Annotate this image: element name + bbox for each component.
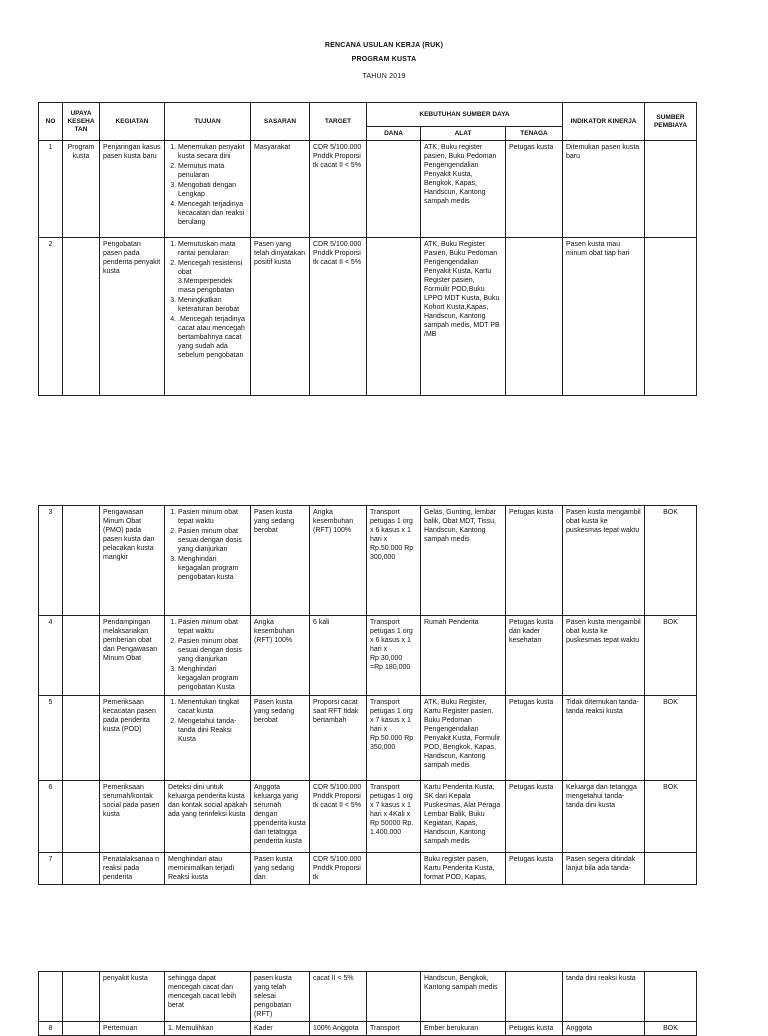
cell-alat: Gelas, Gunting, lembar balik, Obat MDT, Tissu, Handscun, Kantong sampah medis	[421, 506, 506, 616]
cell-alat: Kartu Penderita Kusta, SK dari Kepala Puskesmas, Alat Peraga Lembar Balik, Buku Kegiatan, Kapas, Handscun, Kantong sampah medis	[421, 781, 506, 853]
cell-no: 1	[39, 141, 63, 238]
ruk-table-page3	[38, 971, 697, 1036]
table-row	[39, 506, 697, 616]
cell-no: 4	[39, 616, 63, 696]
col-sumber: SUMBER PEMBIAYA	[645, 103, 697, 141]
cell-target: cacat II < 5%	[310, 972, 367, 1022]
cell-target: CDR 5/100.000 Pnddk Proporsi tk cacat II < 5%	[310, 781, 367, 853]
cell-tenaga: Petugas kusta	[506, 506, 563, 616]
cell-no: 3	[39, 506, 63, 616]
cell-tujuan: 1. Memulihkan	[165, 1022, 251, 1036]
cell-tujuan	[165, 506, 251, 616]
cell-kegiatan: Pertemuan	[100, 1022, 165, 1036]
tujuan-item: 3. Menghindari kegagalan program pengobatan kusta	[178, 555, 247, 582]
cell-indikator: tanda dini reaksi kusta	[563, 972, 645, 1022]
col-sasaran: SASARAN	[251, 103, 310, 141]
cell-kegiatan: Pengawasan Minum Obat (PMO) pada pasen kusta dan pelacakan kusta mangkir	[100, 506, 165, 616]
cell-tenaga: Petugas kusta	[506, 853, 563, 885]
tujuan-item: 1. Menentukan tingkat cacat kusta	[178, 698, 247, 716]
cell-no: 2	[39, 238, 63, 396]
cell-tujuan: Menghindari atau meminimalkan terjadi Reaksi kusta	[165, 853, 251, 885]
cell-indikator: Pasen kusta mau minum obat tiap hari	[563, 238, 645, 396]
cell-tujuan: sehingga dapat mencegah cacat dan mencegah cacat lebih berat	[165, 972, 251, 1022]
cell-indikator: Keluarga dan tetangga mengetahui tanda-tanda dini kusta	[563, 781, 645, 853]
cell-dana	[367, 141, 421, 238]
cell-sasaran: pasen kusta yang telah selesai pengobatan (RFT)	[251, 972, 310, 1022]
cell-tenaga: Petugas kusta	[506, 781, 563, 853]
cell-indikator: Ditemukan pasen kusta baru	[563, 141, 645, 238]
cell-sasaran: Angka kesembuhan (RFT) 100%	[251, 616, 310, 696]
cell-target: CDR 5/100.000 Pnddk Proporsi tk cacat II < 5%	[310, 141, 367, 238]
cell-tujuan	[165, 616, 251, 696]
cell-upaya	[63, 781, 100, 853]
cell-sasaran: Pasen kusta yang sedang berobat	[251, 696, 310, 781]
ruk-table-page1	[38, 102, 697, 396]
table-row	[39, 853, 697, 885]
tujuan-item: 1. Menemukan penyakit kusta secara dini	[178, 143, 247, 161]
cell-target: CDR 5/100.000 Pnddk Proporsi tk	[310, 853, 367, 885]
cell-sasaran: Pasen yang telah dinyatakan positif kusta	[251, 238, 310, 396]
cell-kegiatan: penyakit kusta	[100, 972, 165, 1022]
table-row	[39, 141, 697, 238]
ruk-table-page2	[38, 505, 697, 885]
cell-kegiatan: Pengobatan pasen pada penderita penyakit kusta	[100, 238, 165, 396]
doc-program: PROGRAM KUSTA	[351, 56, 417, 63]
tujuan-item: 2. Memutus mata penularan	[178, 162, 247, 180]
cell-no: 6	[39, 781, 63, 853]
cell-sasaran: Pasen kusta yang sedang berobat	[251, 506, 310, 616]
cell-alat: Rumah Penderita	[421, 616, 506, 696]
table-row	[39, 616, 697, 696]
cell-dana	[367, 238, 421, 396]
cell-alat: ATK, Buku register pasien, Buku Pedoman Pengengendalian Penyakit Kusta, Bengkok, Kapas, Handscun, Kantong sampah medis	[421, 141, 506, 238]
cell-upaya: Program kusta	[63, 141, 100, 238]
cell-upaya	[63, 696, 100, 781]
cell-alat: Handscun, Bengkok, Kantong sampah medis	[421, 972, 506, 1022]
cell-no	[39, 972, 63, 1022]
cell-sasaran: Anggota keluarga yang serumah dengan ppenderita kusta dan tetatngga penderita kusta	[251, 781, 310, 853]
doc-title: RENCANA USULAN KERJA (RUK)	[324, 42, 444, 49]
cell-sasaran: Masyarakat	[251, 141, 310, 238]
cell-upaya	[63, 616, 100, 696]
cell-sumber: BOK	[645, 696, 697, 781]
cell-tenaga	[506, 972, 563, 1022]
cell-sumber	[645, 238, 697, 396]
cell-kegiatan: Pendampingan melaksanakan pemberian obat dan Pengawasan Minum Obat	[100, 616, 165, 696]
tujuan-item: 3. Meningkatkan keteraturan berobat	[178, 296, 247, 314]
tujuan-item: 3. Menghindari kegagalan program pengobatan Kusta	[178, 665, 247, 692]
cell-dana: Transport	[367, 1022, 421, 1036]
cell-sumber: BOK	[645, 1022, 697, 1036]
table-row	[39, 781, 697, 853]
cell-kegiatan: Penjaringan kasus pasen kusta baru	[100, 141, 165, 238]
col-tujuan: TUJUAN	[165, 103, 251, 141]
cell-sumber: BOK	[645, 506, 697, 616]
cell-sumber	[645, 972, 697, 1022]
cell-tenaga: Petugas kusta	[506, 1022, 563, 1036]
table-row	[39, 696, 697, 781]
tujuan-item: 4. Mencegah terjadinya kecacatan dan reaksi berulang	[178, 200, 247, 227]
cell-sasaran: Kader	[251, 1022, 310, 1036]
cell-tujuan	[165, 238, 251, 396]
col-kebutuhan: KEBUTUHAN SUMBER DAYA	[367, 103, 563, 127]
tujuan-item: 2. Pasien minum obat sesuai dengan dosis yang dianjurkan	[178, 527, 247, 554]
cell-sumber	[645, 141, 697, 238]
cell-sumber: BOK	[645, 616, 697, 696]
cell-kegiatan: Pemeriksaan serumah/kontak social pada pasen kusta	[100, 781, 165, 853]
cell-no: 8	[39, 1022, 63, 1036]
tujuan-item: 2. Pasien minum obat sesuai dengan dosis yang dianjurkan	[178, 637, 247, 664]
col-tenaga: TENAGA	[506, 127, 563, 141]
tujuan-item: 1. Pasien minum obat tepat waktu	[178, 618, 247, 636]
cell-target: Angka kesembuhan (RFT) 100%	[310, 506, 367, 616]
cell-indikator: Pasen kusta mengambil obat kusta ke puskesmas tepat waktu	[563, 506, 645, 616]
cell-target: Proporsi cacat saat RFT tidak bertambah	[310, 696, 367, 781]
tujuan-item: 1. Pasien minum obat tepat waktu	[178, 508, 247, 526]
cell-alat: Buku register pasen, Kartu Penderita Kusta, format POD, Kapas,	[421, 853, 506, 885]
cell-no: 7	[39, 853, 63, 885]
cell-indikator: Pasen segera ditindak lanjut bila ada tanda-	[563, 853, 645, 885]
cell-alat: ATK, Buku Register, Kartu Register pasien, Buku Pedoman Pengengendalian Penyakit Kusta, Formulir POD, Bengkok, Kapas, Handscun, Kantong sampah medis	[421, 696, 506, 781]
doc-year: TAHUN 2019	[362, 73, 406, 80]
cell-tenaga: Petugas kusta	[506, 141, 563, 238]
cell-upaya	[63, 506, 100, 616]
cell-target: CDR 5/100.000 Pnddk Proporsi tk cacat II < 5%	[310, 238, 367, 396]
tujuan-item: 2. Mengetahui tanda-tanda dini Reaksi Kusta	[178, 717, 247, 744]
col-target: TARGET	[310, 103, 367, 141]
cell-sasaran: Pasen kusta yang sedang dan	[251, 853, 310, 885]
cell-alat: Ember berukuran	[421, 1022, 506, 1036]
cell-dana: Transport petugas 1 org x 7 kasus x 1 hari x Rp.50.000 Rp 350,000	[367, 696, 421, 781]
header-row	[39, 103, 697, 127]
tujuan-item: 1. Memutuskan mata rantai penularan	[178, 240, 247, 258]
tujuan-item: 3. Mengobati dengan Lengkap	[178, 181, 247, 199]
col-upaya: UPAYA KESEHA TAN	[63, 103, 100, 141]
cell-no: 5	[39, 696, 63, 781]
table-row	[39, 238, 697, 396]
cell-indikator: Anggota	[563, 1022, 645, 1036]
cell-dana: Transport petugas 1 org x 6 kasus x 1 hari x Rp.50.000 Rp 300,000	[367, 506, 421, 616]
cell-alat: ATK, Buku Register Pasien, Buku Pedoman Pengengendalian Penyakit Kusta, Kartu Register pasien, Formulir POD,Buku LPPO MDT Kusta, Buku Kohort Kusta,Kapas, Handscun, Kantong sampah medis, MDT PB /MB	[421, 238, 506, 396]
cell-kegiatan: Penatalaksanaa n reaksi pada penderita	[100, 853, 165, 885]
cell-tujuan	[165, 141, 251, 238]
col-no: NO	[39, 103, 63, 141]
cell-upaya	[63, 853, 100, 885]
cell-dana	[367, 853, 421, 885]
table-row	[39, 972, 697, 1022]
cell-dana	[367, 972, 421, 1022]
cell-upaya	[63, 972, 100, 1022]
cell-upaya	[63, 238, 100, 396]
cell-target: 100% Anggota	[310, 1022, 367, 1036]
col-alat: ALAT	[421, 127, 506, 141]
tujuan-item: 4. .Mencegah terjadinya cacat atau mencegah bertambahnya cacat yang sudah ada sebelum pengobatan	[178, 315, 247, 360]
cell-indikator: Tidak ditemukan tanda-tanda reaksi kusta	[563, 696, 645, 781]
cell-tenaga: Petugas kusta dan kader kesehatan	[506, 616, 563, 696]
cell-tujuan	[165, 696, 251, 781]
cell-tujuan: Deteksi dini untuk keluarga penderita kusta dan kontak social apakah ada yang terinfeksi kusta	[165, 781, 251, 853]
cell-tenaga	[506, 238, 563, 396]
cell-sumber	[645, 853, 697, 885]
cell-dana: Transport petugas 1 org x 6 kasus x 1 hari x Rp.30,000 =Rp 180,000	[367, 616, 421, 696]
cell-indikator: Pasen kusta mengambil obat kusta ke puskesmas tepat waktu	[563, 616, 645, 696]
col-indikator: INDIKATOR KINERJA	[563, 103, 645, 141]
cell-kegiatan: Pemeriksaan kecacatan pasen pada penderita kusta (POD)	[100, 696, 165, 781]
cell-tenaga: Petugas kusta	[506, 696, 563, 781]
col-dana: DANA	[367, 127, 421, 141]
col-kegiatan: KEGIATAN	[100, 103, 165, 141]
cell-target: 6 kali	[310, 616, 367, 696]
cell-dana: Transport petugas 1 org x 7 kasus x 1 hari x 4Kali x Rp 50000 Rp. 1.400.000	[367, 781, 421, 853]
tujuan-item: 2. Mencegah resistensi obat 3.Memperpendek masa pengobatan	[178, 259, 247, 295]
cell-sumber: BOK	[645, 781, 697, 853]
